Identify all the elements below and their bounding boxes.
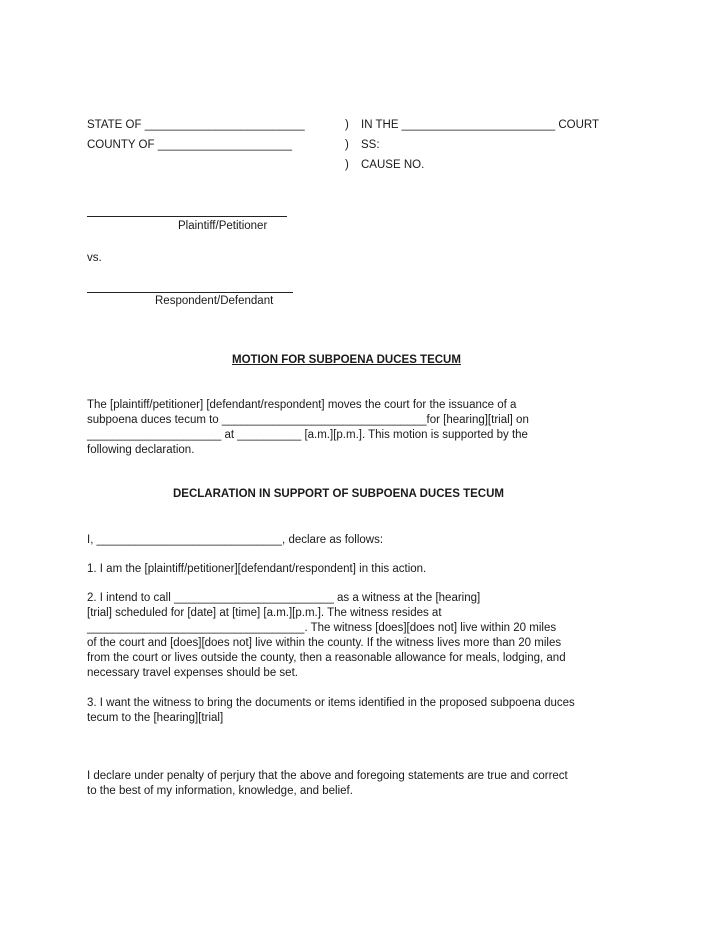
declaration-item-2-line: from the court or lives outside the county, then a reasonable allowance for meals, lodging, and — [87, 652, 566, 664]
cause-number-label: CAUSE NO. — [361, 159, 425, 171]
court-line: IN THE ________________________ COURT — [361, 119, 600, 131]
declaration-intro: I, _____________________________, declare as follows: — [87, 534, 384, 546]
versus-label: vs. — [87, 252, 102, 264]
ss-label: SS: — [361, 139, 380, 151]
motion-line: following declaration. — [87, 444, 195, 456]
county-of-line: COUNTY OF _____________________ — [87, 139, 293, 151]
declaration-item-3-line: 3. I want the witness to bring the documents or items identified in the proposed subpoena duces — [87, 697, 575, 709]
caption-paren: ) — [345, 139, 349, 151]
respondent-label: Respondent/Defendant — [155, 295, 274, 307]
declaration-item-2-line: necessary travel expenses should be set. — [87, 667, 298, 679]
declaration-item-1: 1. I am the [plaintiff/petitioner][defendant/respondent] in this action. — [87, 563, 427, 575]
caption-paren: ) — [345, 159, 349, 171]
declaration-title: DECLARATION IN SUPPORT OF SUBPOENA DUCES TECUM — [173, 488, 504, 500]
plaintiff-signature-line — [87, 216, 287, 217]
declaration-item-2-line: [trial] scheduled for [date] at [time] [a.m.][p.m.]. The witness resides at — [87, 607, 442, 619]
motion-title: MOTION FOR SUBPOENA DUCES TECUM — [232, 354, 461, 366]
closing-statement-line: I declare under penalty of perjury that the above and foregoing statements are true and correct — [87, 770, 568, 782]
closing-statement-line: to the best of my information, knowledge, and belief. — [87, 785, 353, 797]
respondent-signature-line — [87, 292, 293, 293]
plaintiff-label: Plaintiff/Petitioner — [178, 220, 268, 232]
state-of-line: STATE OF _________________________ — [87, 119, 305, 131]
declaration-item-3-line: tecum to the [hearing][trial] — [87, 712, 224, 724]
motion-line: subpoena duces tecum to ________________________________for [hearing][trial] on — [87, 414, 529, 426]
motion-line: The [plaintiff/petitioner] [defendant/respondent] moves the court for the issuance of a — [87, 399, 517, 411]
motion-line: _____________________ at __________ [a.m.][p.m.]. This motion is supported by the — [87, 429, 528, 441]
declaration-item-2-line: 2. I intend to call _________________________ as a witness at the [hearing] — [87, 592, 481, 604]
declaration-item-2-line: of the court and [does][does not] live within the county. If the witness lives more than 20 miles — [87, 637, 562, 649]
declaration-item-2-line: __________________________________. The witness [does][does not] live within 20 miles — [87, 622, 557, 634]
caption-paren: ) — [345, 119, 349, 131]
